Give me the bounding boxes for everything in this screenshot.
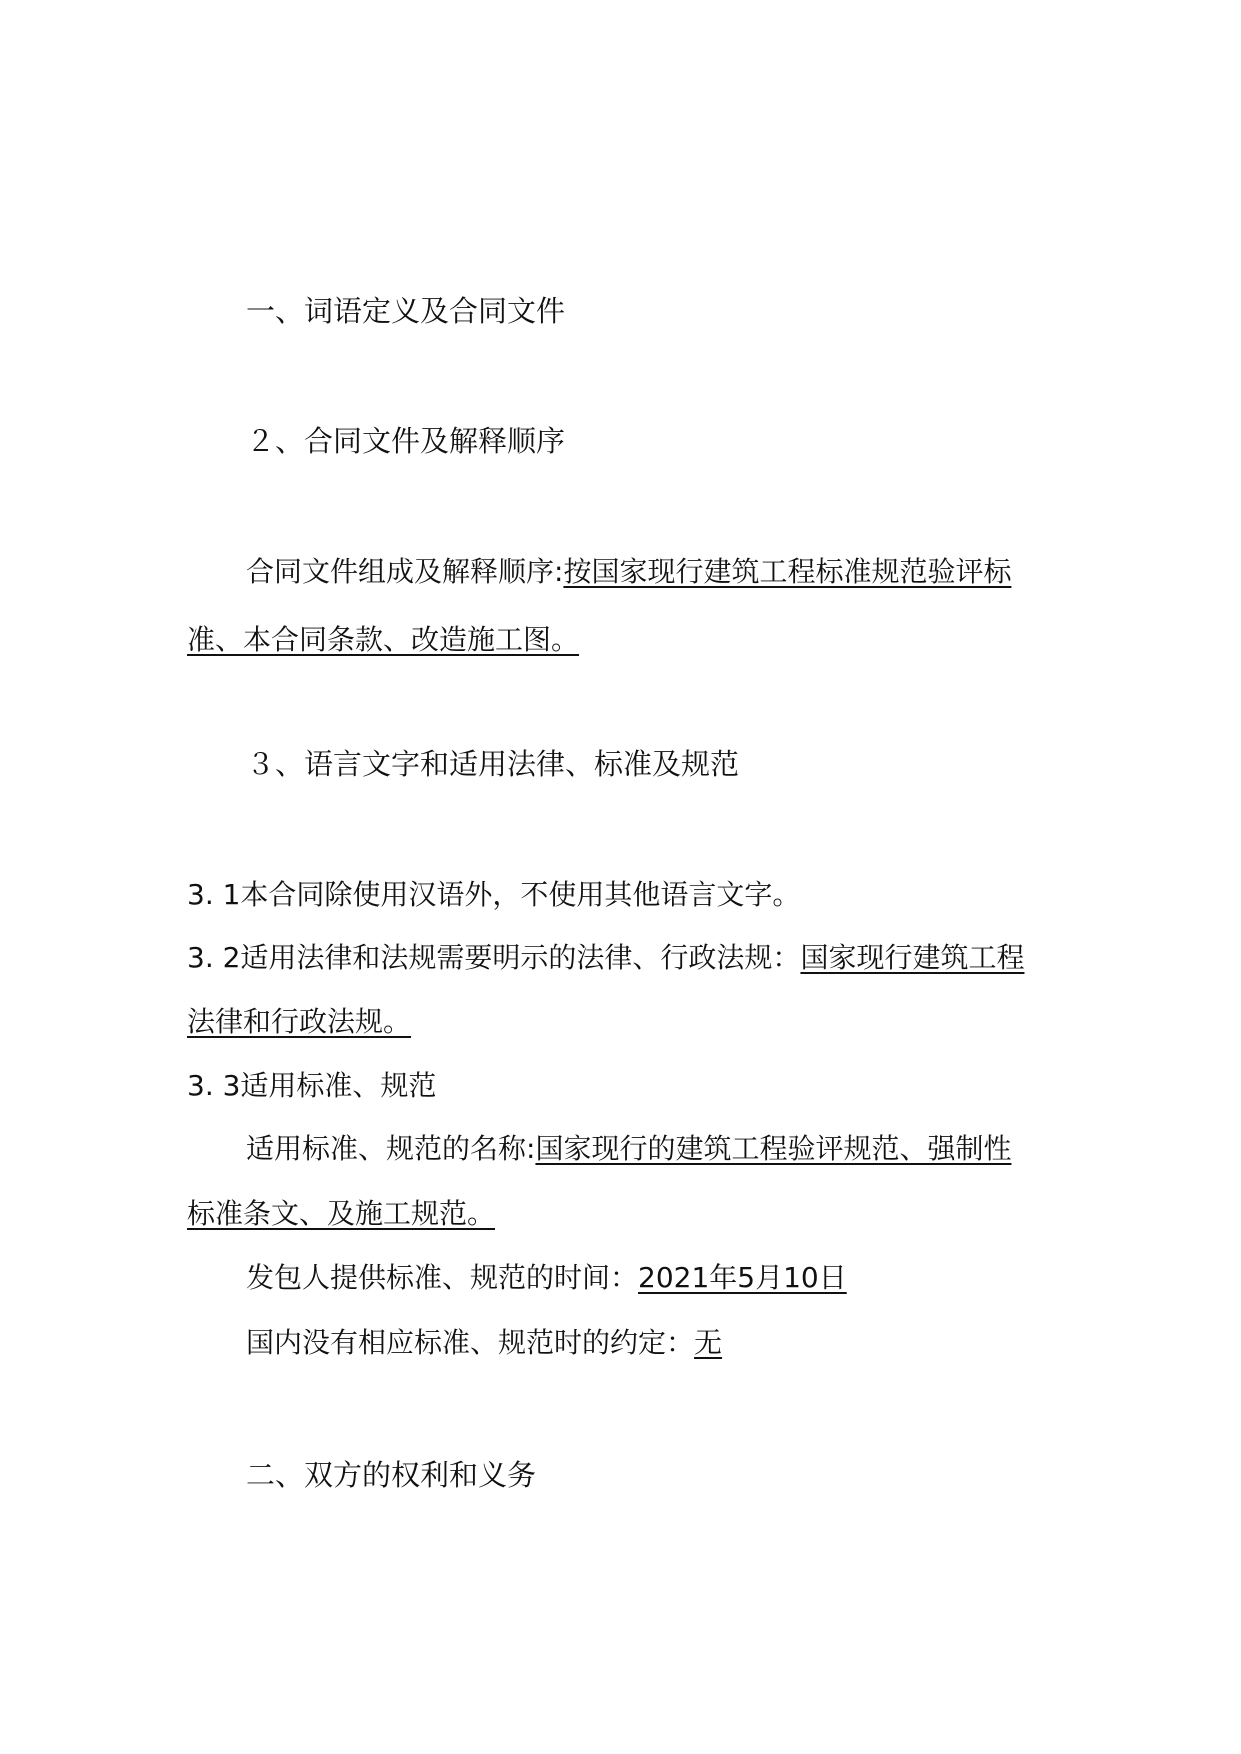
- section-heading-rights-obligations: 二、双方的权利和义务: [246, 1458, 537, 1492]
- clause-3-2-value-part2: 法律和行政法规。: [187, 1005, 412, 1038]
- section-heading-definitions: 一、词语定义及合同文件: [246, 294, 566, 328]
- no-standard-label: 国内没有相应标准、规范时的约定：: [246, 1326, 695, 1359]
- standards-time-line: [246, 1258, 847, 1298]
- contract-docs-line-1: [246, 552, 1011, 592]
- clause-3-2-line-2: [187, 1002, 411, 1042]
- clause-3-1: 3. 1本合同除使用汉语外，不使用其他语言文字。: [187, 878, 801, 911]
- clause-3-2-value-part1: 国家现行建筑工程: [800, 941, 1025, 974]
- clause-3-3: 3. 3适用标准、规范: [187, 1069, 437, 1102]
- standards-name-label: 适用标准、规范的名称:: [246, 1132, 536, 1165]
- standards-name-line-1: [246, 1129, 1011, 1169]
- standards-name-value-part2: 标准条文、及施工规范。: [187, 1197, 496, 1230]
- contract-docs-value-part2: 准、本合同条款、改造施工图。: [187, 623, 580, 656]
- standards-name-value-part1: 国家现行的建筑工程验评规范、强制性: [535, 1132, 1012, 1165]
- subsection-heading-contract-docs: ２、合同文件及解释顺序: [246, 424, 566, 458]
- subsection-heading-language-law: ３、语言文字和适用法律、标准及规范: [246, 747, 740, 781]
- standards-time-value: 2021年5月10日: [638, 1261, 847, 1294]
- contract-docs-value-part1: 按国家现行建筑工程标准规范验评标: [563, 555, 1012, 588]
- clause-3-2-line-1: [187, 938, 1024, 978]
- clause-3-2-label: 3. 2适用法律和法规需要明示的法律、行政法规：: [187, 941, 801, 974]
- contract-docs-line-2: [187, 620, 579, 660]
- standards-time-label: 发包人提供标准、规范的时间：: [246, 1261, 639, 1294]
- no-standard-value: 无: [694, 1326, 723, 1359]
- contract-docs-label: 合同文件组成及解释顺序:: [246, 555, 564, 588]
- standards-name-line-2: [187, 1194, 495, 1234]
- no-standard-line: [246, 1323, 722, 1363]
